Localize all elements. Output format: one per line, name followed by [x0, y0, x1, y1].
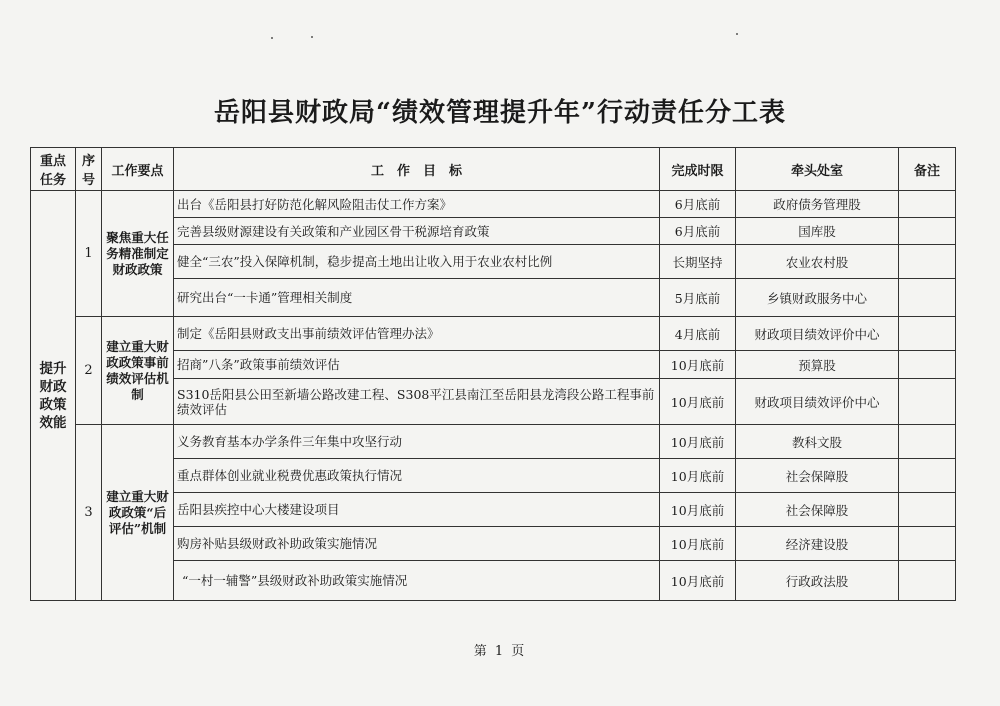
- dept-cell: 行政政法股: [736, 561, 899, 601]
- goal-cell: 健全“三农”投入保障机制，稳步提高土地出让收入用于农业农村比例: [174, 245, 660, 279]
- deadline-cell: 10月底前: [660, 561, 736, 601]
- header-key: 工作要点: [102, 148, 174, 191]
- seq-cell: 2: [76, 317, 102, 425]
- note-cell: [899, 425, 956, 459]
- deadline-cell: 10月底前: [660, 527, 736, 561]
- note-cell: [899, 527, 956, 561]
- dept-cell: 经济建设股: [736, 527, 899, 561]
- note-cell: [899, 561, 956, 601]
- header-deadline: 完成时限: [660, 148, 736, 191]
- seq-cell: 3: [76, 425, 102, 601]
- header-note: 备注: [899, 148, 956, 191]
- key-point-cell: 建立重大财政政策“后评估”机制: [102, 425, 174, 601]
- goal-cell: 研究出台“一卡通”管理相关制度: [174, 279, 660, 317]
- goal-cell: S310岳阳县公田至新墙公路改建工程、S308平江县南江至岳阳县龙湾段公路工程事前绩效评估: [174, 379, 660, 425]
- scan-speck: [271, 37, 273, 39]
- note-cell: [899, 459, 956, 493]
- table-row: [31, 317, 956, 351]
- note-cell: [899, 245, 956, 279]
- deadline-cell: 10月底前: [660, 493, 736, 527]
- key-point-cell: 聚焦重大任务精准制定财政政策: [102, 191, 174, 317]
- deadline-cell: 长期坚持: [660, 245, 736, 279]
- table-header-row: [31, 148, 956, 191]
- scan-speck: [736, 33, 738, 35]
- dept-cell: 国库股: [736, 218, 899, 245]
- note-cell: [899, 218, 956, 245]
- dept-cell: 乡镇财政服务中心: [736, 279, 899, 317]
- goal-cell: 完善县级财源建设有关政策和产业园区骨干税源培育政策: [174, 218, 660, 245]
- table-row: [31, 425, 956, 459]
- goal-cell: 出台《岳阳县打好防范化解风险阻击仗工作方案》: [174, 191, 660, 218]
- deadline-cell: 4月底前: [660, 317, 736, 351]
- dept-cell: 教科文股: [736, 425, 899, 459]
- seq-cell: 1: [76, 191, 102, 317]
- header-dept: 牵头处室: [736, 148, 899, 191]
- responsibility-table: [30, 147, 956, 601]
- note-cell: [899, 351, 956, 379]
- deadline-cell: 6月底前: [660, 191, 736, 218]
- dept-cell: 财政项目绩效评价中心: [736, 379, 899, 425]
- dept-cell: 农业农村股: [736, 245, 899, 279]
- deadline-cell: 10月底前: [660, 459, 736, 493]
- note-cell: [899, 279, 956, 317]
- dept-cell: 政府债务管理股: [736, 191, 899, 218]
- deadline-cell: 5月底前: [660, 279, 736, 317]
- goal-cell: 招商”八条”政策事前绩效评估: [174, 351, 660, 379]
- deadline-cell: 10月底前: [660, 351, 736, 379]
- key-point-cell: 建立重大财政政策事前绩效评估机制: [102, 317, 174, 425]
- table-row: [31, 191, 956, 218]
- dept-cell: 社会保障股: [736, 459, 899, 493]
- header-goal: 工 作 目 标: [174, 148, 660, 191]
- deadline-cell: 6月底前: [660, 218, 736, 245]
- note-cell: [899, 317, 956, 351]
- page-number: 第 1 页: [473, 644, 527, 659]
- goal-cell: “一村一辅警”县级财政补助政策实施情况: [174, 561, 660, 601]
- goal-cell: 制定《岳阳县财政支出事前绩效评估管理办法》: [174, 317, 660, 351]
- task-group-cell: 提升财政政策效能: [31, 191, 76, 601]
- dept-cell: 财政项目绩效评价中心: [736, 317, 899, 351]
- deadline-cell: 10月底前: [660, 379, 736, 425]
- scan-speck: [311, 36, 313, 38]
- note-cell: [899, 493, 956, 527]
- header-task: 重点任务: [31, 148, 76, 191]
- dept-cell: 预算股: [736, 351, 899, 379]
- note-cell: [899, 191, 956, 218]
- goal-cell: 岳阳县疾控中心大楼建设项目: [174, 493, 660, 527]
- goal-cell: 购房补贴县级财政补助政策实施情况: [174, 527, 660, 561]
- goal-cell: 义务教育基本办学条件三年集中攻坚行动: [174, 425, 660, 459]
- dept-cell: 社会保障股: [736, 493, 899, 527]
- document-title: 岳阳县财政局“绩效管理提升年”行动责任分工表: [214, 98, 786, 128]
- header-seq: 序号: [76, 148, 102, 191]
- goal-cell: 重点群体创业就业税费优惠政策执行情况: [174, 459, 660, 493]
- note-cell: [899, 379, 956, 425]
- deadline-cell: 10月底前: [660, 425, 736, 459]
